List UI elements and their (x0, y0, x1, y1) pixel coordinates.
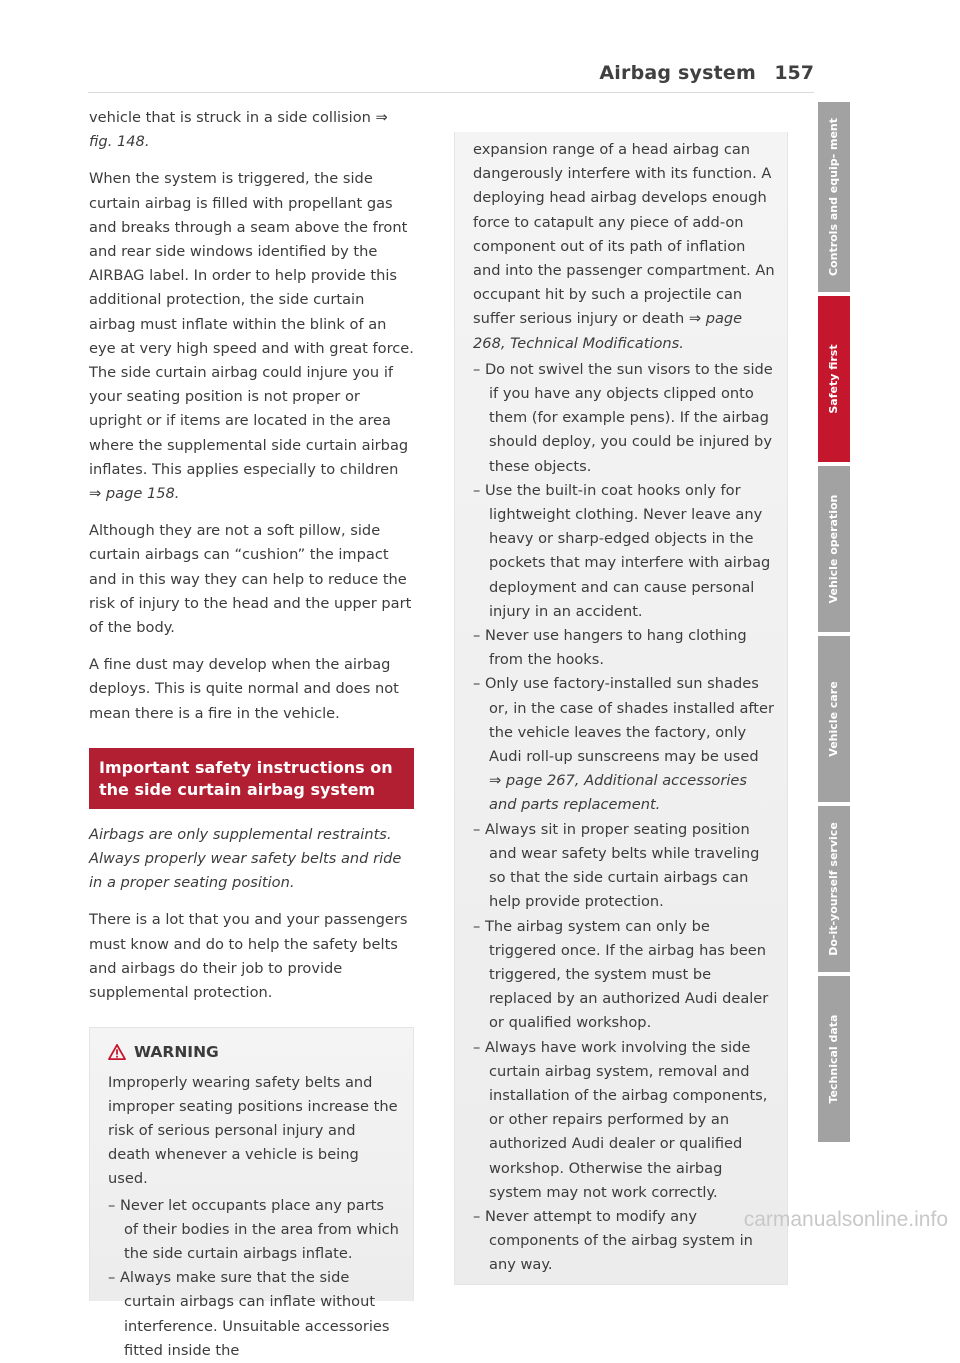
figure-reference-link[interactable]: ⇒ fig. 148. (89, 109, 388, 151)
page-reference-link[interactable]: ⇒ page 158. (89, 485, 180, 503)
warning-list-item: – Always have work involving the side curtain airbag system, removal and installation of the airbag components, or other repairs performed by an authorized Audi dealer or qualified workshop. Otherwise the airbag system may not work correctly. (473, 1036, 775, 1205)
page-number: 157 (774, 62, 814, 84)
page-reference-link[interactable]: ⇒ page 268, Technical Modifications. (473, 310, 743, 352)
warning-list-item: – Always sit in proper seating position and wear safety belts while traveling so that the side curtain airbags can help provide protection. (473, 818, 775, 915)
header-title: Airbag system (599, 62, 756, 84)
tab-controls-and-equipment[interactable]: Controls and equip- ment (818, 102, 850, 292)
section-intro: Airbags are only supplemental restraints. Always properly wear safety belts and ride in a proper seating position. (89, 825, 402, 892)
warning-continuation: expansion range of a head airbag can dangerously interfere with its function. A deploying head airbag develops enough force to catapult any piece of add-on component out of its path of inflation and into the passenger compartment. An occupant hit by such a projectile can suffer serious injury or death ⇒ page 268, Technical Modifications. (473, 141, 775, 352)
warning-box (89, 1027, 414, 1359)
section-paragraph: There is a lot that you and your passengers must know and do to help the safety belts and airbags do their job to provide supplemental protection. (89, 911, 408, 1002)
warning-title: WARNING (134, 1043, 219, 1062)
warning-list-item: – Never let occupants place any parts of their bodies in the area from which the side curtain airbags inflate. (108, 1194, 401, 1267)
warning-list-item: – Only use factory-installed sun shades or, in the case of shades installed after the vehicle leaves the factory, only Audi roll-up sunscreens may be used ⇒ page 267, Additional accessories and parts replacement. (473, 672, 775, 817)
paragraph-1: vehicle that is struck in a side collision ⇒ fig. 148. (89, 109, 388, 151)
warning-list-item: – Always make sure that the side curtain airbags can inflate without interference. Unsuitable accessories fitted inside the (108, 1266, 401, 1363)
paragraph-4: A fine dust may develop when the airbag deploys. This is quite normal and does not mean there is a fire in the vehicle. (89, 656, 399, 722)
page-reference-link[interactable]: ⇒ page 267, Additional accessories and parts replacement. (489, 772, 747, 814)
warning-list-item: – Do not swivel the sun visors to the side if you have any objects clipped onto them (for example pens). If the airbag should deploy, you could be injured by these objects. (473, 358, 775, 479)
tab-do-it-yourself-service[interactable]: Do-it-yourself service (818, 806, 850, 972)
warning-list-item: – Never attempt to modify any components of the airbag system in any way. (473, 1205, 775, 1278)
right-column (454, 110, 788, 1285)
warning-list-item: – Use the built-in coat hooks only for lightweight clothing. Never leave any heavy or sharp-edged objects in the pockets that may interfere with airbag deployment and can cause personal injury in an accident. (473, 479, 775, 624)
tab-technical-data[interactable]: Technical data (818, 976, 850, 1142)
warning-list-right (473, 358, 775, 1278)
page-header (88, 58, 814, 93)
tab-safety-first[interactable]: Safety first (818, 296, 850, 462)
warning-box-continued (454, 132, 788, 1285)
paragraph-3: Although they are not a soft pillow, side curtain airbags can “cushion” the impact and in this way they can help to reduce the risk of injury to the head and the upper part of the body. (89, 522, 412, 637)
section-heading: Important safety instructions on the side curtain airbag system (89, 748, 414, 809)
warning-list-item: – Never use hangers to hang clothing from the hooks. (473, 624, 775, 672)
warning-list-item: – The airbag system can only be triggered once. If the airbag has been triggered, the system must be replaced by an authorized Audi dealer or qualified workshop. (473, 915, 775, 1036)
warning-header (108, 1040, 401, 1064)
paragraph-2: When the system is triggered, the side curtain airbag is filled with propellant gas and breaks through a seam above the front and rear side windows identified by the AIRBAG label. In order to help provide this additional protection, the side curtain airbag must inflate within the blink of an eye at very high speed and with great force. The side curtain airbag could injure you if your seating position is not proper or upright or if items are located in the area where the supplemental side curtain airbag inflates. This applies especially to children ⇒ page 158. (89, 170, 414, 503)
tab-vehicle-operation[interactable]: Vehicle operation (818, 466, 850, 632)
warning-list-left (108, 1194, 401, 1363)
left-column (89, 106, 414, 1359)
warning-intro: Improperly wearing safety belts and improper seating positions increase the risk of serious personal injury and death whenever a vehicle is being used. (108, 1073, 398, 1188)
watermark: carmanualsonline.info (743, 1208, 948, 1231)
tab-vehicle-care[interactable]: Vehicle care (818, 636, 850, 802)
warning-triangle-icon (108, 1044, 126, 1060)
